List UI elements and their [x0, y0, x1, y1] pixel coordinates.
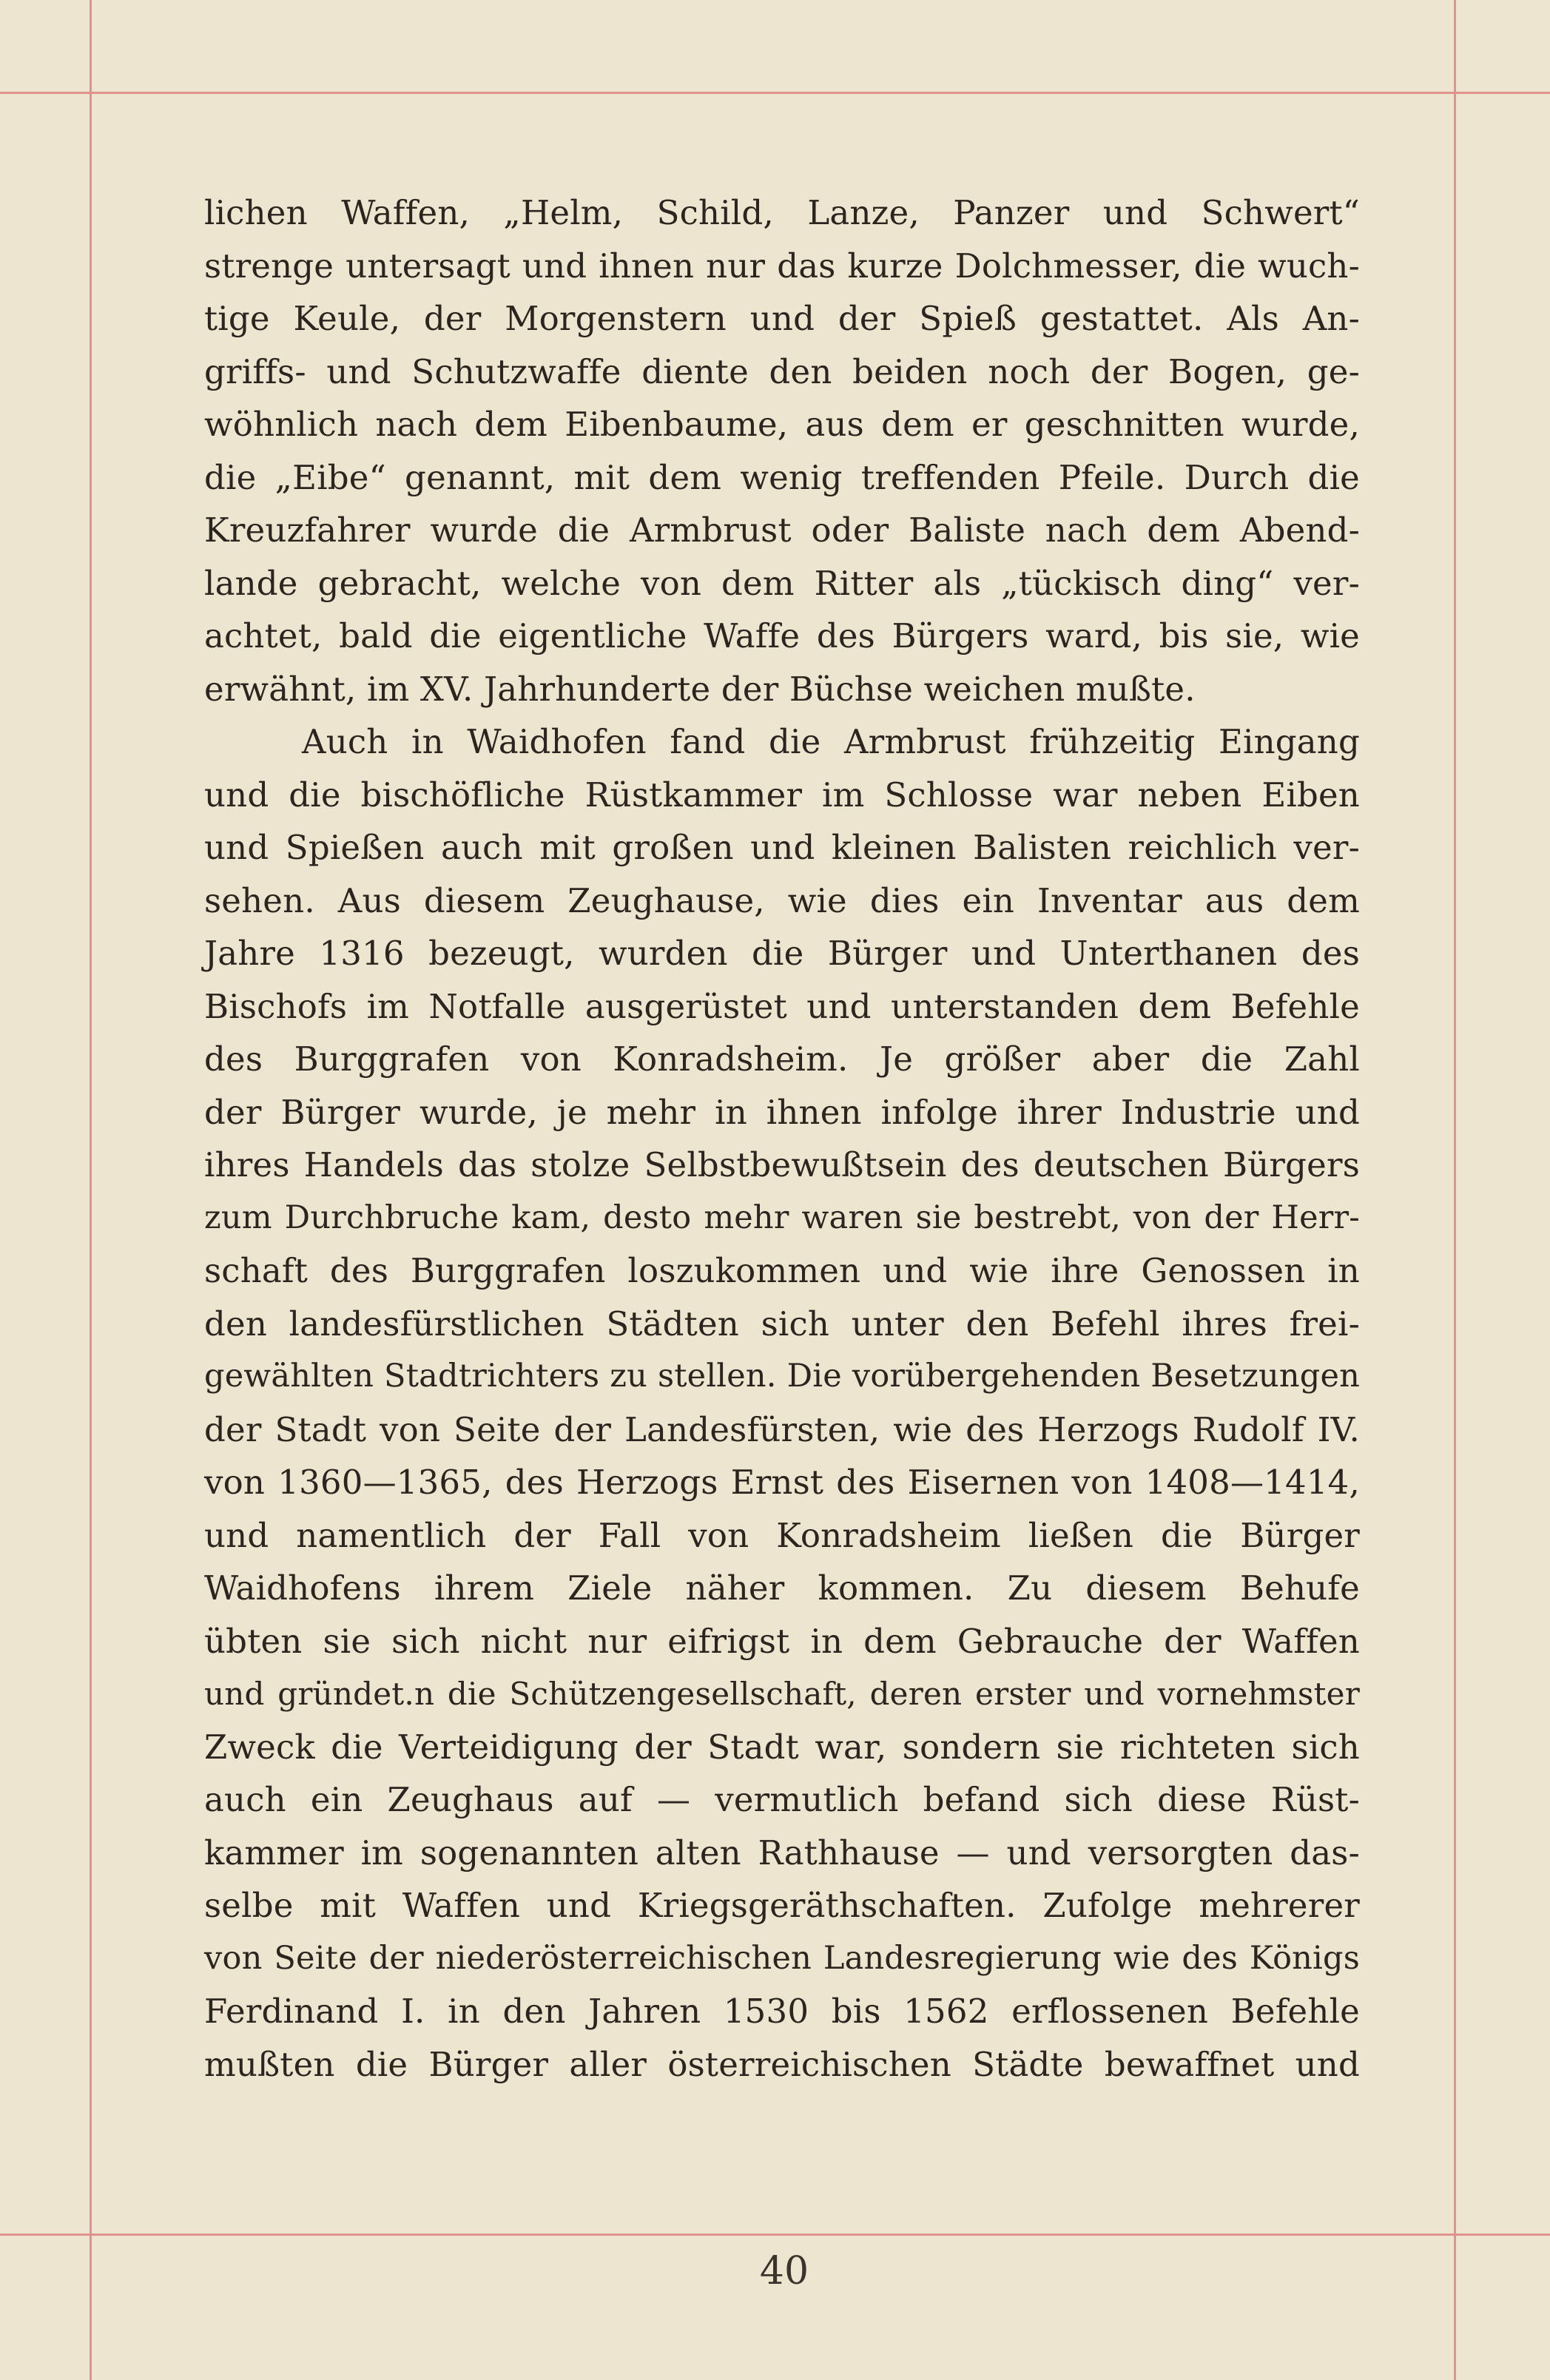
text-line: von 1360—1365, des Herzogs Ernst des Eisernen von 1408—1414, — [204, 1463, 1360, 1502]
text-line: der Bürger wurde, je mehr in ihnen infolge ihrer Industrie und — [204, 1092, 1360, 1132]
text-line: lande gebracht, welche von dem Ritter als „tückisch ding“ ver- — [204, 563, 1360, 603]
text-line: gewählten Stadtrichters zu stellen. Die vorübergehenden Besetzungen — [204, 1358, 1360, 1395]
text-line: des Burggrafen von Konradsheim. Je größer aber die Zahl — [204, 1039, 1360, 1079]
text-line: Ferdinand I. in den Jahren 1530 bis 1562 erflossenen Befehle — [204, 1992, 1360, 2031]
paragraph — [204, 186, 1360, 715]
text-line: strenge untersagt und ihnen nur das kurze Dolchmesser, die wuch- — [204, 246, 1360, 286]
bottom-border-rule — [0, 2234, 1550, 2236]
page-number: 40 — [759, 2249, 809, 2293]
text-line: selbe mit Waffen und Kriegsgeräthschaften. Zufolge mehrerer — [204, 1886, 1360, 1925]
text-line: Bischofs im Notfalle ausgerüstet und unterstanden dem Befehle — [204, 986, 1360, 1026]
text-line: griffs- und Schutzwaffe diente den beiden noch der Bogen, ge- — [204, 351, 1360, 391]
text-line: Zweck die Verteidigung der Stadt war, sondern sie richteten sich — [204, 1727, 1360, 1767]
text-line: mußten die Bürger aller österreichischen Städte bewaffnet und — [204, 2044, 1360, 2084]
text-line: und gründet.n die Schützengesellschaft, deren erster und vornehmster — [204, 1676, 1360, 1712]
text-line: auch ein Zeughaus auf — vermutlich befand sich diese Rüst- — [204, 1780, 1360, 1819]
text-line: Auch in Waidhofen fand die Armbrust frühzeitig Eingang — [302, 722, 1360, 761]
text-line: zum Durchbruche kam, desto mehr waren sie bestrebt, von der Herr- — [204, 1199, 1360, 1236]
text-line: von Seite der niederösterreichischen Landesregierung wie des Königs — [204, 1939, 1360, 1977]
text-line: übten sie sich nicht nur eifrigst in dem Gebrauche der Waffen — [204, 1621, 1360, 1661]
text-line: die „Eibe“ genannt, mit dem wenig treffenden Pfeile. Durch die — [204, 457, 1360, 497]
text-line: sehen. Aus diesem Zeughause, wie dies ein Inventar aus dem — [204, 880, 1360, 920]
text-line: kammer im sogenannten alten Rathhause — und versorgten das- — [204, 1833, 1360, 1872]
text-line: ihres Handels das stolze Selbstbewußtsein des deutschen Bürgers — [204, 1145, 1360, 1184]
text-line: und namentlich der Fall von Konradsheim ließen die Bürger — [204, 1515, 1360, 1555]
text-line: erwähnt, im XV. Jahrhunderte der Büchse weichen mußte. — [204, 669, 1196, 709]
text-line: wöhnlich nach dem Eibenbaume, aus dem er geschnitten wurde, — [204, 405, 1360, 444]
text-line: den landesfürstlichen Städten sich unter den Befehl ihres frei- — [204, 1304, 1360, 1344]
top-border-rule — [0, 92, 1550, 94]
text-line: und die bischöfliche Rüstkammer im Schlosse war neben Eiben — [204, 775, 1360, 815]
text-line: der Stadt von Seite der Landesfürsten, wie des Herzogs Rudolf IV. — [204, 1409, 1360, 1449]
text-line: und Spießen auch mit großen und kleinen Balisten reichlich ver- — [204, 828, 1360, 867]
text-line: Kreuzfahrer wurde die Armbrust oder Baliste nach dem Abend- — [204, 510, 1360, 550]
right-border-rule — [1454, 0, 1456, 2380]
text-line: lichen Waffen, „Helm, Schild, Lanze, Panzer und Schwert“ — [204, 193, 1360, 232]
body-text — [204, 186, 1360, 2091]
paragraph — [204, 715, 1360, 2091]
text-line: Waidhofens ihrem Ziele näher kommen. Zu diesem Behufe — [204, 1568, 1360, 1608]
text-line: Jahre 1316 bezeugt, wurden die Bürger und Unterthanen des — [204, 934, 1360, 973]
left-border-rule — [90, 0, 92, 2380]
text-line: achtet, bald die eigentliche Waffe des Bürgers ward, bis sie, wie — [204, 616, 1360, 655]
text-line: schaft des Burggrafen loszukommen und wie ihre Genossen in — [204, 1251, 1360, 1290]
text-line: tige Keule, der Morgenstern und der Spieß gestattet. Als An- — [204, 299, 1360, 338]
